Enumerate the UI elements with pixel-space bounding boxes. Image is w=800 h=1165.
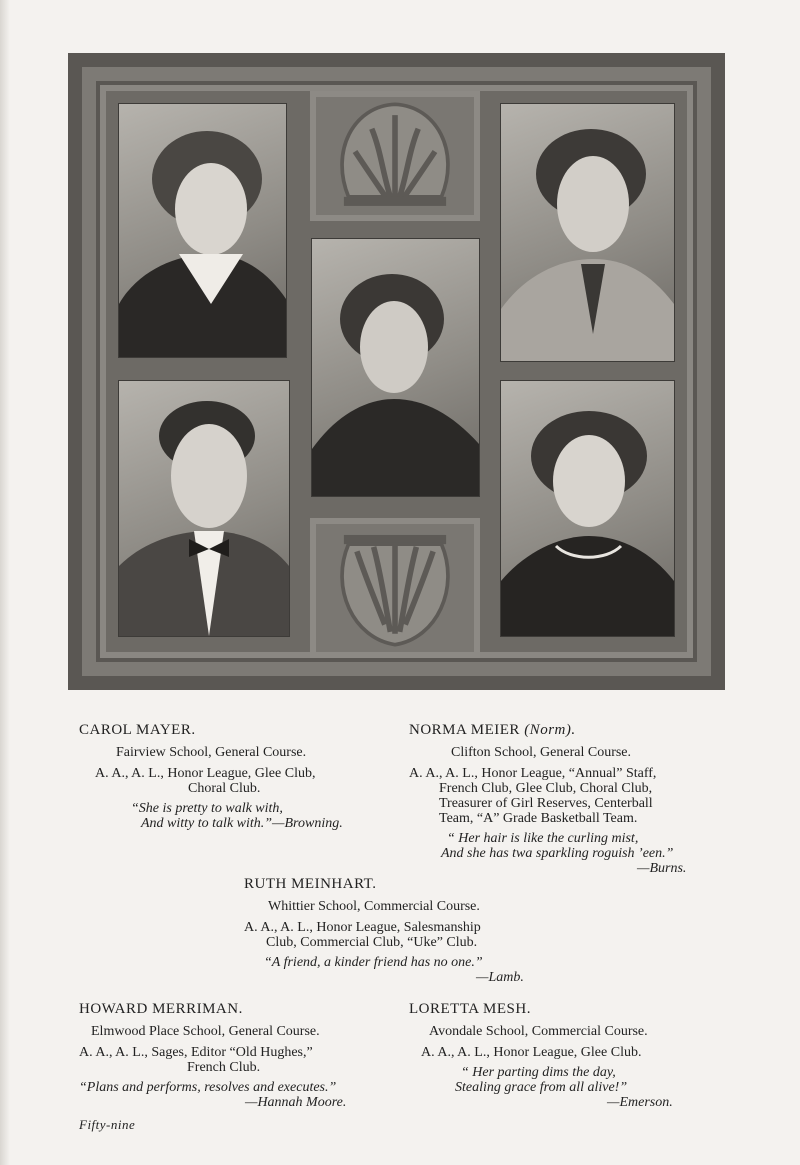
activities-line: A. A., A. L., Honor League, Glee Club. xyxy=(421,1045,642,1060)
course-line: Avondale School, Commercial Course. xyxy=(429,1024,648,1039)
activities-line: Choral Club. xyxy=(188,781,261,796)
page-number: Fifty-nine xyxy=(79,1117,136,1132)
quote xyxy=(79,1080,399,1110)
entry-ruth-meinhart xyxy=(244,877,574,985)
activities xyxy=(79,766,399,796)
student-name xyxy=(409,723,729,738)
course-line: Elmwood Place School, General Course. xyxy=(91,1024,320,1039)
student-name: HOWARD MERRIMAN. xyxy=(79,1001,243,1017)
entry-loretta-mesh xyxy=(409,1002,729,1110)
activities xyxy=(79,1045,399,1075)
top-palmette-ornament xyxy=(310,91,480,221)
activities-line: Treasurer of Girl Reserves, Centerball xyxy=(439,796,653,811)
portrait-loretta-mesh xyxy=(500,380,675,637)
student-name: CAROL MAYER. xyxy=(79,722,196,738)
quote-line: Stealing grace from all alive!” xyxy=(455,1080,628,1095)
quote-line: “ Her parting dims the day, xyxy=(461,1065,616,1080)
activities xyxy=(409,1045,729,1060)
quote-line: —Emerson. xyxy=(607,1095,673,1110)
quote-line: —Lamb. xyxy=(476,970,524,985)
quote xyxy=(79,801,399,831)
quote-line: —Burns. xyxy=(637,861,687,876)
activities-line: French Club, Glee Club, Choral Club, xyxy=(439,781,653,796)
quote xyxy=(244,955,574,985)
quote-line: —Hannah Moore. xyxy=(245,1095,347,1110)
student-name: RUTH MEINHART. xyxy=(244,876,377,892)
portrait-carol-mayer xyxy=(118,103,287,358)
entry-howard-merriman xyxy=(79,1002,399,1110)
quote xyxy=(409,1065,729,1110)
student-name-text: NORMA MEIER xyxy=(409,722,520,738)
student-nickname: (Norm). xyxy=(524,722,576,738)
activities xyxy=(244,920,574,950)
bottom-palmette-ornament xyxy=(310,518,480,658)
activities-line: A. A., A. L., Honor League, Salesmanship xyxy=(244,920,481,935)
entry-carol-mayer xyxy=(79,723,399,831)
activities-line: Club, Commercial Club, “Uke” Club. xyxy=(266,935,478,950)
portrait-howard-merriman xyxy=(118,380,290,637)
page-edge-shadow xyxy=(0,0,10,1165)
quote-line: “A friend, a kinder friend has no one.” xyxy=(264,955,483,970)
quote-line: And she has twa sparkling roguish ’een.” xyxy=(441,846,674,861)
activities xyxy=(409,766,729,826)
portrait-norma-meier xyxy=(500,103,675,362)
course-line: Fairview School, General Course. xyxy=(116,745,307,760)
quote-line: “She is pretty to walk with, xyxy=(131,801,283,816)
quote-line: “Plans and performs, resolves and executes.” xyxy=(79,1080,337,1095)
entry-norma-meier xyxy=(409,723,729,876)
quote-line: And witty to talk with.”—Browning. xyxy=(141,816,343,831)
course-line: Whittier School, Commercial Course. xyxy=(268,899,480,914)
portrait-plate xyxy=(68,53,725,690)
activities-line: A. A., A. L., Sages, Editor “Old Hughes,” xyxy=(79,1045,313,1060)
activities-line: Team, “A” Grade Basketball Team. xyxy=(439,811,638,826)
quote-line: “ Her hair is like the curling mist, xyxy=(447,831,639,846)
activities-line: French Club. xyxy=(187,1060,261,1075)
activities-line: A. A., A. L., Honor League, “Annual” Staff, xyxy=(409,766,657,781)
student-name: LORETTA MESH. xyxy=(409,1001,531,1017)
activities-line: A. A., A. L., Honor League, Glee Club, xyxy=(95,766,316,781)
quote xyxy=(409,831,729,876)
course-line: Clifton School, General Course. xyxy=(451,745,632,760)
portrait-ruth-meinhart xyxy=(311,238,480,497)
